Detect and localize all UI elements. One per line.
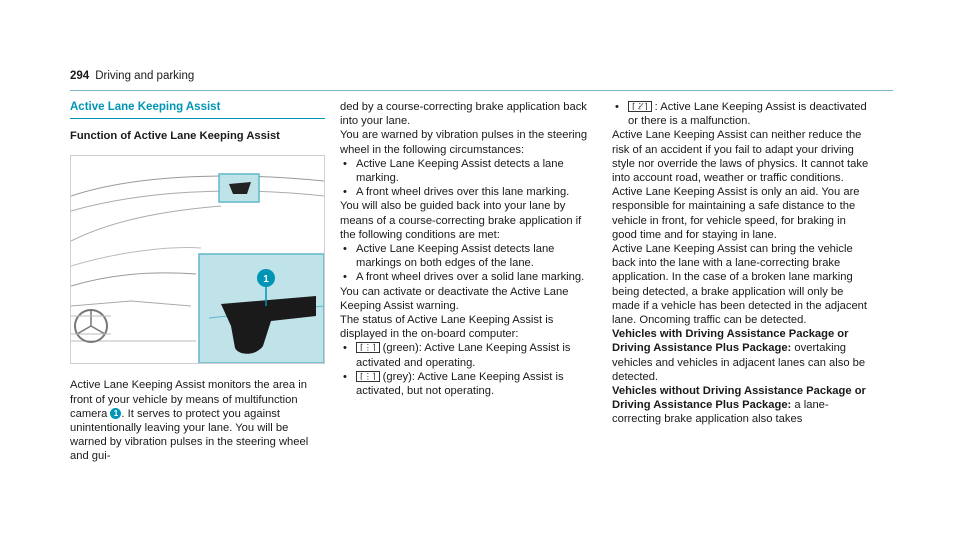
lane-assist-off-icon: ⌈⋮̸⌉ xyxy=(628,101,652,112)
callout-1: 1 xyxy=(263,274,269,286)
section-title: Active Lane Keeping Assist xyxy=(70,101,221,113)
paragraph: Active Lane Keeping Assist can neither reduce the risk of an accident if you fail to adapt your driving style nor override the laws of physics. It cannot take into account road, weather or traffic conditions. Active Lane Keeping Assist is only an aid. You are responsible for maintaining a safe distance to the vehicle in front, for vehicle speed, for braking in good time and for staying in lane. xyxy=(612,129,869,241)
intro-paragraph: Active Lane Keeping Assist monitors the area in front of your vehicle by means of multifunction camera 1 . It serves to protect you against unintentionally leaving your lane. You will be warned by vibration pulses in the steering wheel and gui- xyxy=(70,379,309,463)
bullet-list xyxy=(340,157,595,200)
list-item: • Active Lane Keeping Assist detects a lane marking. xyxy=(340,157,595,185)
camera-illustration xyxy=(70,155,325,364)
status-list xyxy=(340,341,595,398)
paragraph: The status of Active Lane Keeping Assist is displayed in the on-board computer: xyxy=(340,314,554,341)
status-list xyxy=(612,100,872,128)
column-1 xyxy=(70,100,325,464)
paragraph: Vehicles with Driving Assistance Package or Driving Assistance Plus Package: overtaking vehicles and vehicles in adjacent lanes can also be detected. xyxy=(612,328,866,383)
bold-label: Vehicles with Driving Assistance Package or Driving Assistance Plus Package: xyxy=(612,328,849,355)
page-header xyxy=(70,70,194,82)
paragraph: You are warned by vibration pulses in the steering wheel in the following circumstances: xyxy=(340,129,588,156)
list-item: • A front wheel drives over a solid lane marking. xyxy=(340,270,595,284)
header-divider xyxy=(70,90,893,91)
page-number: 294 xyxy=(70,70,90,82)
bold-label: Vehicles without Driving Assistance Package or Driving Assistance Plus Package: xyxy=(612,385,866,412)
section-divider xyxy=(70,118,325,119)
list-item: • Active Lane Keeping Assist detects lane markings on both edges of the lane. xyxy=(340,242,595,270)
callout-marker: 1 xyxy=(110,408,121,419)
subsection-title: Function of Active Lane Keeping Assist xyxy=(70,130,280,143)
paragraph: You will also be guided back into your lane by means of a course-correcting brake application if the following conditions are met: xyxy=(340,200,582,241)
column-3 xyxy=(612,100,872,427)
lane-assist-icon: ⌈⋮⌉ xyxy=(356,371,380,382)
paragraph: ded by a course-correcting brake application back into your lane. xyxy=(340,101,587,128)
list-item: • ⌈⋮⌉ (green): Active Lane Keeping Assist is activated and operating. xyxy=(340,341,595,369)
section-name: Driving and parking xyxy=(95,70,195,82)
list-item: • A front wheel drives over this lane marking. xyxy=(340,185,595,199)
paragraph: Active Lane Keeping Assist can bring the vehicle back into the lane with a lane-correcting brake application. In the case of a broken lane marking being detected, a brake application will only be made if a vehicle has been detected in the adjacent lane. Oncoming traffic can be detected. xyxy=(612,243,868,327)
list-item: • ⌈⋮⌉ (grey): Active Lane Keeping Assist is activated, but not operating. xyxy=(340,370,595,398)
column-2 xyxy=(340,100,595,398)
lane-assist-icon: ⌈⋮⌉ xyxy=(356,342,380,353)
paragraph: Vehicles without Driving Assistance Package or Driving Assistance Plus Package: a lane-correcting brake application also takes xyxy=(612,385,866,426)
bullet-list xyxy=(340,242,595,285)
paragraph: You can activate or deactivate the Active Lane Keeping Assist warning. xyxy=(340,285,569,312)
list-item: • ⌈⋮̸⌉ : Active Lane Keeping Assist is deactivated or there is a malfunction. xyxy=(612,100,872,128)
